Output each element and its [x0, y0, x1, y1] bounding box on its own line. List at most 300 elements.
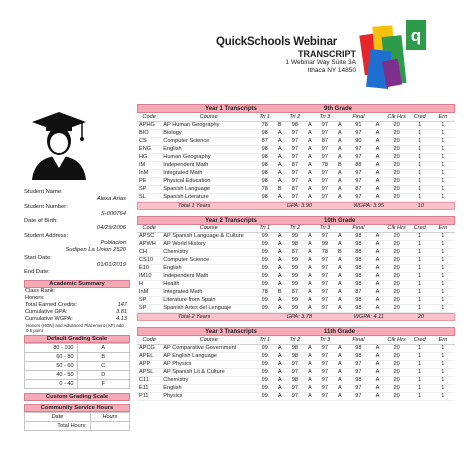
- dob-label: Date of Birth:: [24, 218, 58, 225]
- column-header: [371, 336, 385, 344]
- course-cell: 20: [384, 289, 408, 297]
- course-cell: 1: [409, 305, 431, 313]
- course-row: [137, 273, 455, 281]
- course-cell: A: [304, 121, 317, 129]
- course-cell: 87: [346, 185, 370, 193]
- course-cell: A: [334, 384, 347, 392]
- course-cell: 20: [384, 376, 408, 384]
- course-cell: A: [334, 305, 347, 313]
- course-cell: 97: [346, 129, 370, 137]
- course-name: Spanish Literature: [161, 193, 256, 201]
- course-cell: 1: [409, 185, 431, 193]
- column-header: [273, 336, 286, 344]
- course-cell: B: [273, 121, 286, 129]
- course-cell: 97: [316, 185, 333, 193]
- course-cell: A: [371, 265, 385, 273]
- course-cell: 1: [431, 161, 455, 169]
- column-header: Final: [346, 113, 370, 121]
- course-cell: 98: [346, 297, 370, 305]
- school-block: [216, 36, 356, 75]
- grade-letter: F: [77, 380, 130, 389]
- course-cell: A: [371, 360, 385, 368]
- course-cell: A: [334, 257, 347, 265]
- course-cell: A: [371, 121, 385, 129]
- course-cell: A: [304, 273, 317, 281]
- course-cell: 20: [384, 257, 408, 265]
- column-header: Cred: [409, 225, 431, 233]
- course-cell: A: [304, 193, 317, 201]
- course-row: [137, 249, 455, 257]
- course-cell: 20: [384, 297, 408, 305]
- course-cell: 97: [316, 233, 333, 241]
- grade-letter: D: [77, 371, 130, 380]
- course-cell: 97: [316, 169, 333, 177]
- community-service-header-row: [25, 413, 130, 422]
- course-cell: A: [371, 161, 385, 169]
- grade-range: 50 - 60: [25, 362, 78, 371]
- course-code: APSL: [137, 368, 161, 376]
- course-cell: 1: [409, 177, 431, 185]
- course-cell: 98: [286, 352, 303, 360]
- course-cell: 78: [256, 289, 273, 297]
- course-cell: 97: [316, 289, 333, 297]
- course-cell: 1: [409, 249, 431, 257]
- course-cell: A: [371, 392, 385, 400]
- course-cell: A: [273, 384, 286, 392]
- course-cell: 91: [346, 121, 370, 129]
- course-cell: 1: [431, 233, 455, 241]
- course-row: [137, 137, 455, 145]
- course-cell: A: [304, 241, 317, 249]
- student-number: S-000764: [100, 210, 126, 217]
- course-cell: 1: [409, 392, 431, 400]
- course-cell: 97: [286, 392, 303, 400]
- course-cell: 20: [384, 265, 408, 273]
- course-name: AP English Language: [161, 352, 256, 360]
- course-cell: 20: [384, 137, 408, 145]
- course-cell: A: [371, 297, 385, 305]
- course-cell: 97: [316, 305, 333, 313]
- course-cell: 99: [316, 241, 333, 249]
- course-cell: 1: [409, 193, 431, 201]
- course-cell: 20: [384, 249, 408, 257]
- course-row: [137, 177, 455, 185]
- course-cell: A: [304, 392, 317, 400]
- course-cell: A: [273, 392, 286, 400]
- student-name: Alexa Arias: [96, 196, 126, 203]
- student-sidebar: [24, 102, 130, 431]
- course-cell: 97: [346, 368, 370, 376]
- course-cell: 97: [286, 129, 303, 137]
- course-cell: 97: [316, 265, 333, 273]
- course-name: English: [161, 384, 256, 392]
- course-table: [137, 336, 455, 401]
- course-cell: 1: [431, 129, 455, 137]
- course-cell: 1: [431, 193, 455, 201]
- course-code: APWH: [137, 241, 161, 249]
- year-block: [137, 216, 455, 322]
- course-cell: 98: [346, 241, 370, 249]
- course-row: [137, 297, 455, 305]
- course-cell: 97: [286, 384, 303, 392]
- course-cell: 1: [431, 368, 455, 376]
- course-cell: 20: [384, 352, 408, 360]
- course-cell: 1: [431, 384, 455, 392]
- course-cell: 20: [384, 169, 408, 177]
- course-header-row: [137, 336, 455, 344]
- course-cell: 20: [384, 177, 408, 185]
- course-cell: 97: [316, 352, 333, 360]
- course-cell: A: [371, 241, 385, 249]
- course-cell: 1: [431, 241, 455, 249]
- column-header: Code: [137, 225, 161, 233]
- column-header: Code: [137, 336, 161, 344]
- course-cell: 1: [431, 360, 455, 368]
- course-header-row: [137, 113, 455, 121]
- course-name: Independent Math: [161, 273, 256, 281]
- course-cell: A: [304, 344, 317, 352]
- course-cell: A: [273, 177, 286, 185]
- course-cell: 1: [409, 368, 431, 376]
- course-cell: 99: [256, 376, 273, 384]
- course-cell: 1: [409, 376, 431, 384]
- course-cell: A: [273, 368, 286, 376]
- course-cell: 98: [256, 129, 273, 137]
- course-cell: 97: [346, 360, 370, 368]
- column-header: [304, 225, 317, 233]
- cs-hours-header: Hours: [90, 413, 129, 422]
- course-name: AP Spanish Lit & Culture: [161, 368, 256, 376]
- course-cell: 99: [256, 265, 273, 273]
- course-cell: A: [334, 241, 347, 249]
- course-cell: 97: [286, 368, 303, 376]
- community-service-table: [24, 412, 130, 431]
- course-code: C11: [137, 376, 161, 384]
- grading-scale-row: [25, 362, 130, 371]
- course-cell: 98: [346, 281, 370, 289]
- grading-scale-row: [25, 380, 130, 389]
- course-cell: 1: [409, 297, 431, 305]
- column-header: [304, 113, 317, 121]
- school-address-line-1: 1 Webinar Way Suite 3A: [285, 59, 356, 66]
- course-cell: 99: [256, 344, 273, 352]
- course-cell: A: [273, 352, 286, 360]
- course-cell: A: [273, 305, 286, 313]
- column-header: Final: [346, 336, 370, 344]
- course-cell: A: [273, 161, 286, 169]
- course-row: [137, 233, 455, 241]
- column-header: [273, 225, 286, 233]
- academic-summary: [24, 288, 130, 323]
- course-cell: A: [371, 233, 385, 241]
- course-cell: 99: [286, 233, 303, 241]
- course-cell: 97: [316, 360, 333, 368]
- column-header: Clk Hrs: [384, 336, 408, 344]
- course-cell: 1: [431, 185, 455, 193]
- course-cell: 88: [346, 249, 370, 257]
- year-wgpa: WGPA: 3.95: [353, 202, 384, 209]
- community-service-total-row: [25, 422, 130, 431]
- grading-scale-row: [25, 353, 130, 362]
- course-code: APSC: [137, 233, 161, 241]
- year-total-credits: 10: [417, 202, 424, 209]
- course-row: [137, 161, 455, 169]
- transcript-years: [137, 104, 455, 407]
- course-cell: 98: [346, 265, 370, 273]
- course-cell: 99: [256, 233, 273, 241]
- course-cell: 98: [346, 233, 370, 241]
- quickschools-logo: [358, 20, 428, 92]
- course-row: [137, 265, 455, 273]
- course-name: AP Comparative Government: [161, 344, 256, 352]
- column-header: Clk Hrs: [384, 113, 408, 121]
- course-cell: 1: [431, 376, 455, 384]
- course-row: [137, 392, 455, 400]
- course-row: [137, 129, 455, 137]
- course-cell: 78: [256, 185, 273, 193]
- course-name: AP Physics: [161, 360, 256, 368]
- course-cell: 88: [346, 161, 370, 169]
- course-cell: 20: [384, 368, 408, 376]
- student-address-line-1: Poblacion: [100, 240, 126, 247]
- course-cell: A: [334, 297, 347, 305]
- course-name: English: [161, 265, 256, 273]
- course-code: E10: [137, 265, 161, 273]
- course-cell: 99: [256, 305, 273, 313]
- course-cell: 78: [256, 121, 273, 129]
- course-cell: A: [273, 344, 286, 352]
- course-cell: 20: [384, 129, 408, 137]
- course-cell: A: [273, 137, 286, 145]
- summary-row: [24, 309, 130, 316]
- student-name-label: Student Name:: [24, 189, 63, 195]
- course-cell: A: [371, 249, 385, 257]
- course-name: Independent Math: [161, 161, 256, 169]
- year-block: [137, 327, 455, 401]
- course-cell: 99: [256, 352, 273, 360]
- course-cell: A: [371, 352, 385, 360]
- course-cell: A: [273, 281, 286, 289]
- course-cell: 99: [286, 265, 303, 273]
- year-total-label: Total 1 Years: [178, 202, 211, 209]
- course-cell: A: [371, 185, 385, 193]
- year-total-label: Total 2 Years: [178, 314, 211, 320]
- course-cell: 87: [286, 249, 303, 257]
- course-cell: 1: [431, 289, 455, 297]
- course-cell: 98: [346, 273, 370, 281]
- course-cell: A: [304, 368, 317, 376]
- column-header: [334, 336, 347, 344]
- course-cell: A: [304, 153, 317, 161]
- cs-date-header: Date: [25, 413, 91, 422]
- course-header-row: [137, 225, 455, 233]
- course-cell: 99: [286, 281, 303, 289]
- course-cell: 90: [346, 137, 370, 145]
- course-cell: A: [334, 368, 347, 376]
- course-name: Biology: [161, 129, 256, 137]
- summary-label: Cumulative WGPA:: [25, 315, 73, 322]
- course-cell: A: [273, 233, 286, 241]
- student-address-line-2: Sudipen La Union 2520: [65, 247, 126, 254]
- course-cell: 1: [409, 384, 431, 392]
- course-cell: 99: [256, 368, 273, 376]
- course-cell: 1: [409, 129, 431, 137]
- course-name: AP Spanish Language & Culture: [161, 233, 256, 241]
- course-row: [137, 360, 455, 368]
- course-cell: 97: [346, 169, 370, 177]
- course-cell: A: [273, 241, 286, 249]
- course-row: [137, 289, 455, 297]
- course-cell: 97: [346, 193, 370, 201]
- course-cell: A: [304, 145, 317, 153]
- course-cell: A: [371, 257, 385, 265]
- course-cell: 98: [346, 257, 370, 265]
- course-cell: B: [273, 185, 286, 193]
- year-title: Year 1 Transcripts: [205, 106, 257, 112]
- year-total-row: [137, 313, 455, 321]
- course-row: [137, 257, 455, 265]
- course-cell: 97: [316, 384, 333, 392]
- course-cell: A: [334, 193, 347, 201]
- course-cell: 98: [346, 352, 370, 360]
- course-cell: 20: [384, 121, 408, 129]
- course-cell: 1: [431, 153, 455, 161]
- course-cell: 98: [286, 241, 303, 249]
- course-cell: 98: [286, 344, 303, 352]
- course-cell: B: [273, 289, 286, 297]
- column-header: Tri 2: [286, 225, 303, 233]
- course-cell: A: [334, 121, 347, 129]
- course-cell: 1: [431, 137, 455, 145]
- course-code: InM: [137, 289, 161, 297]
- student-number-label: Student Number:: [24, 203, 68, 210]
- course-cell: A: [334, 289, 347, 297]
- course-cell: 1: [431, 392, 455, 400]
- course-cell: 97: [316, 281, 333, 289]
- course-cell: 1: [409, 344, 431, 352]
- course-cell: 78: [316, 249, 333, 257]
- course-cell: 87: [286, 161, 303, 169]
- course-cell: 20: [384, 161, 408, 169]
- course-cell: B: [334, 249, 347, 257]
- course-row: [137, 241, 455, 249]
- course-cell: A: [273, 376, 286, 384]
- course-cell: 1: [409, 273, 431, 281]
- course-cell: 20: [384, 153, 408, 161]
- column-header: Tri 2: [286, 336, 303, 344]
- column-header: Cred: [409, 113, 431, 121]
- course-cell: 99: [256, 384, 273, 392]
- course-cell: A: [304, 177, 317, 185]
- course-cell: 97: [316, 273, 333, 281]
- course-cell: A: [273, 169, 286, 177]
- course-cell: 97: [286, 193, 303, 201]
- course-cell: 97: [316, 368, 333, 376]
- column-header: Tri 1: [256, 225, 273, 233]
- course-cell: 1: [409, 153, 431, 161]
- year-wgpa: WGPA: 4.11: [353, 314, 384, 320]
- course-row: [137, 376, 455, 384]
- column-header: Tri 1: [256, 336, 273, 344]
- year-heading: [137, 327, 455, 336]
- course-cell: A: [304, 384, 317, 392]
- course-cell: 1: [409, 265, 431, 273]
- course-cell: A: [334, 352, 347, 360]
- grading-scale-row: [25, 371, 130, 380]
- course-cell: A: [371, 273, 385, 281]
- course-cell: 97: [316, 257, 333, 265]
- course-cell: A: [371, 137, 385, 145]
- start-date-label: Start Date:: [24, 254, 52, 261]
- course-cell: 98: [346, 376, 370, 384]
- document-title: TRANSCRIPT: [298, 49, 356, 59]
- course-cell: A: [273, 360, 286, 368]
- course-cell: 99: [256, 241, 273, 249]
- column-header: [371, 225, 385, 233]
- course-code: APHG: [137, 121, 161, 129]
- grading-scale-heading: Default Grading Scale: [24, 335, 130, 343]
- cs-total-label: Total Hours:: [25, 422, 91, 431]
- column-header: Clk Hrs: [384, 225, 408, 233]
- course-cell: A: [304, 289, 317, 297]
- summary-label: Class Rank:: [25, 287, 56, 294]
- course-cell: A: [273, 145, 286, 153]
- course-cell: 98: [256, 161, 273, 169]
- course-cell: 1: [431, 169, 455, 177]
- course-cell: 87: [316, 137, 333, 145]
- course-name: AP Human Geography: [161, 121, 256, 129]
- course-cell: A: [273, 193, 286, 201]
- course-cell: A: [334, 185, 347, 193]
- course-name: Computer Science: [161, 257, 256, 265]
- course-cell: 1: [409, 169, 431, 177]
- student-avatar-icon: [24, 110, 94, 180]
- course-cell: 1: [431, 297, 455, 305]
- summary-row: [24, 288, 130, 295]
- course-cell: 1: [409, 360, 431, 368]
- course-cell: A: [304, 233, 317, 241]
- course-code: H: [137, 281, 161, 289]
- column-header: Tri 3: [316, 225, 333, 233]
- year-gpa: GPA: 3.90: [286, 202, 312, 209]
- course-cell: 99: [256, 392, 273, 400]
- course-cell: A: [304, 360, 317, 368]
- course-cell: 20: [384, 384, 408, 392]
- course-cell: 97: [346, 177, 370, 185]
- course-row: [137, 305, 455, 313]
- course-code: APP: [137, 360, 161, 368]
- course-name: Chemistry: [161, 376, 256, 384]
- course-code: ENG: [137, 145, 161, 153]
- grade-range: 0 - 40: [25, 380, 78, 389]
- course-cell: 1: [409, 257, 431, 265]
- course-cell: 99: [256, 257, 273, 265]
- course-cell: 99: [256, 360, 273, 368]
- course-cell: A: [273, 153, 286, 161]
- course-cell: 20: [384, 145, 408, 153]
- course-cell: 99: [256, 297, 273, 305]
- grade-range: 40 - 50: [25, 371, 78, 380]
- course-cell: 99: [286, 305, 303, 313]
- course-cell: A: [334, 129, 347, 137]
- course-cell: 1: [409, 233, 431, 241]
- course-cell: A: [273, 257, 286, 265]
- course-cell: B: [334, 161, 347, 169]
- start-date-value: 01/01/2019: [96, 261, 126, 268]
- course-cell: 98: [346, 344, 370, 352]
- column-header: Final: [346, 225, 370, 233]
- course-name: Physical Education: [161, 177, 256, 185]
